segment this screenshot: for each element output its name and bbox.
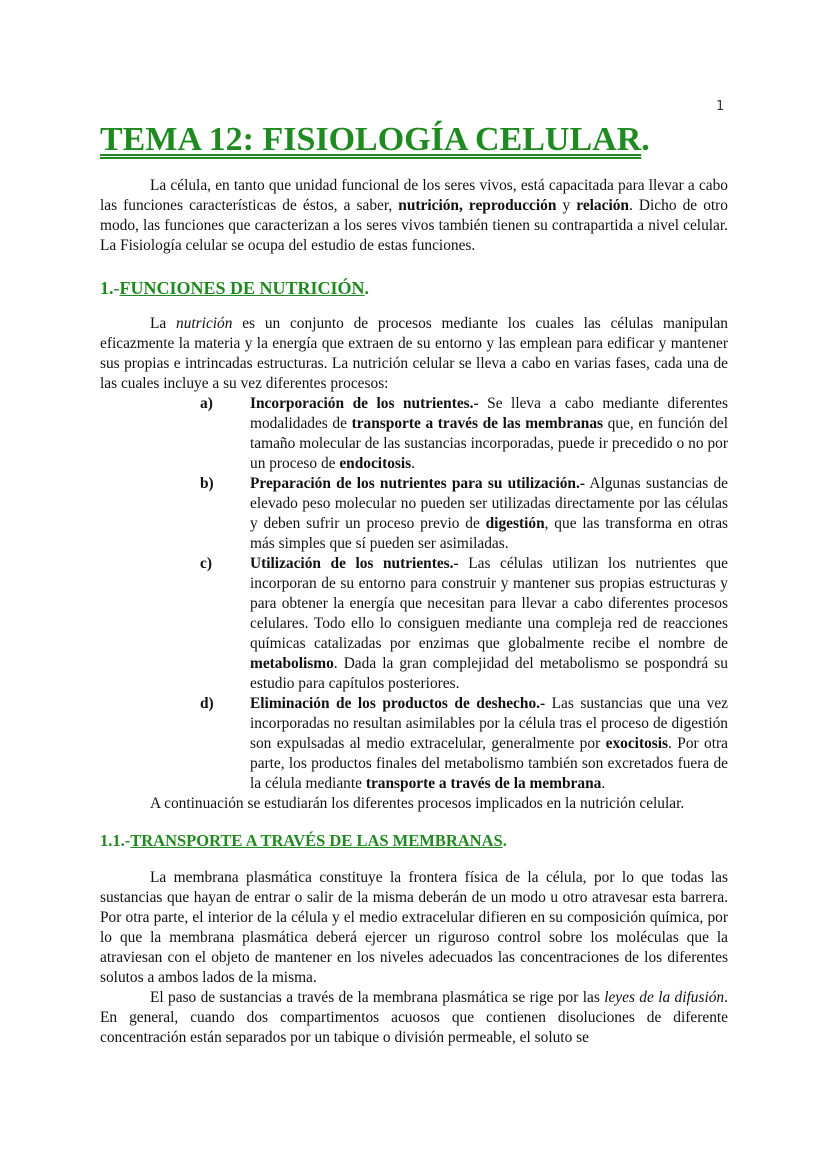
text-run: La: [150, 315, 177, 332]
phase-label: b): [200, 475, 214, 492]
bold-text: Incorporación de los nutrientes.-: [250, 395, 479, 412]
bold-text: Preparación de los nutrientes para su utilización.-: [250, 475, 585, 492]
phase-text: [250, 694, 728, 794]
text-run: La membrana plasmática constituye la frontera física de la célula, por lo que todas las sustancias que hayan de entrar o salir de la misma deberán de un modo u otro atravesar esta barrera. Por otra parte, el interior de la célula y el medio extracelular difieren en su composición química, por lo que la membrana plasmática deberá ejercer un riguroso control sobre los moléculas que la atraviesan con el objeto de mantener en los niveles adecuados las concentraciones de los diferentes solutos a ambos lados de la misma.: [100, 869, 728, 986]
text-run: , que las transforma en otras más simples que sí pueden ser asimiladas.: [250, 515, 729, 552]
text-run: es un conjunto de procesos mediante los cuales las células manipulan eficazmente la materia y la energía que extraen de su entorno y las emplean para edificar y mantener sus propias e intrincadas estructuras. La nutrición celular se lleva a cabo en varias fases, cada una de las cuales incluye a su vez diferentes procesos:: [100, 315, 728, 392]
italic-text: nutrición: [176, 315, 233, 332]
text-run: que, en función del tamaño molecular de las sustancias incorporadas, puede ir precedido o no por un proceso de: [250, 415, 729, 472]
phase-text: [250, 394, 728, 474]
phase-item: [100, 554, 728, 694]
continuation-paragraph: [100, 794, 728, 814]
text-run: El paso de sustancias a través de la membrana plasmática se rige por las: [150, 989, 605, 1006]
text-run: y: [556, 197, 577, 214]
section-heading-transporte: 1.1.-TRANSPORTE A TRAVÉS DE LAS MEMBRANAS.: [100, 831, 507, 850]
bold-text: Utilización de los nutrientes.-: [250, 555, 459, 572]
text-run: . En general, cuando dos compartimentos acuosos que contienen disoluciones de diferente concentración están separados por un tabique o división permeable, el soluto se: [100, 989, 728, 1046]
text-run: Las sustancias que una vez incorporadas no resultan asimilables por la célula tras el proceso de digestión son expulsadas al medio extracelular, generalmente por: [250, 695, 728, 752]
text-run: . Dada la gran complejidad del metabolismo se pospondrá su estudio para capítulos posteriores.: [250, 655, 728, 692]
phase-label: a): [200, 395, 213, 412]
membrane-paragraph-2: [100, 988, 728, 1048]
text-run: . Por otra parte, los productos finales del metabolismo también son excretados fuera de la célula mediante: [250, 735, 728, 792]
phases-list: [100, 394, 728, 794]
text-run: Algunas sustancias de elevado peso molecular no pueden ser utilizadas directamente por las células y deben sufrir un proceso previo de: [250, 475, 728, 532]
italic-text: leyes de la difusión: [604, 989, 725, 1006]
bold-text: nutrición, reproducción: [398, 197, 557, 214]
phase-item: [100, 694, 728, 794]
text-run: .: [601, 775, 606, 792]
text-run: Se lleva a cabo mediante diferentes modalidades de: [250, 395, 728, 432]
page-title: TEMA 12: FISIOLOGÍA CELULAR.: [100, 121, 650, 158]
bold-text: transporte a través de las membranas: [351, 415, 604, 432]
intro-paragraph: [100, 176, 728, 256]
membrane-paragraph-1: [100, 868, 728, 988]
document-body: [100, 118, 728, 1048]
nutrition-paragraph: [100, 314, 728, 394]
phase-item: [100, 394, 728, 474]
bold-text: digestión: [485, 515, 545, 532]
phase-label: c): [200, 555, 212, 572]
bold-text: Eliminación de los productos de deshecho.-: [250, 695, 546, 712]
text-run: La célula, en tanto que unidad funcional de los seres vivos, está capacitada para llevar a cabo las funciones características de éstos, a saber,: [100, 177, 728, 214]
phase-text: [250, 474, 728, 554]
bold-text: metabolismo: [250, 655, 334, 672]
phase-text: [250, 554, 728, 694]
bold-text: endocitosis: [339, 455, 412, 472]
text-run: .: [411, 455, 416, 472]
text-run: A continuación se estudiarán los diferentes procesos implicados en la nutrición celular.: [150, 795, 685, 812]
phase-label: d): [200, 695, 214, 712]
phase-item: [100, 474, 728, 554]
bold-text: exocitosis: [605, 735, 669, 752]
text-run: . Dicho de otro modo, las funciones que caracterizan a los seres vivos también tienen su contrapartida a nivel celular. La Fisiología celular se ocupa del estudio de estas funciones.: [100, 197, 728, 254]
bold-text: transporte a través de la membrana: [365, 775, 602, 792]
bold-text: relación: [576, 197, 629, 214]
page-number: 1: [716, 99, 724, 114]
section-heading-nutricion: 1.-FUNCIONES DE NUTRICIÓN.: [100, 278, 370, 298]
text-run: Las células utilizan los nutrientes que incorporan de su entorno para construir y mantener sus propias estructuras y para obtener la energía que necesitan para llevar a cabo diferentes procesos celulares. Todo ello lo consiguen mediante una compleja red de reacciones químicas catalizadas por enzimas que globalmente recibe el nombre de: [250, 555, 728, 652]
